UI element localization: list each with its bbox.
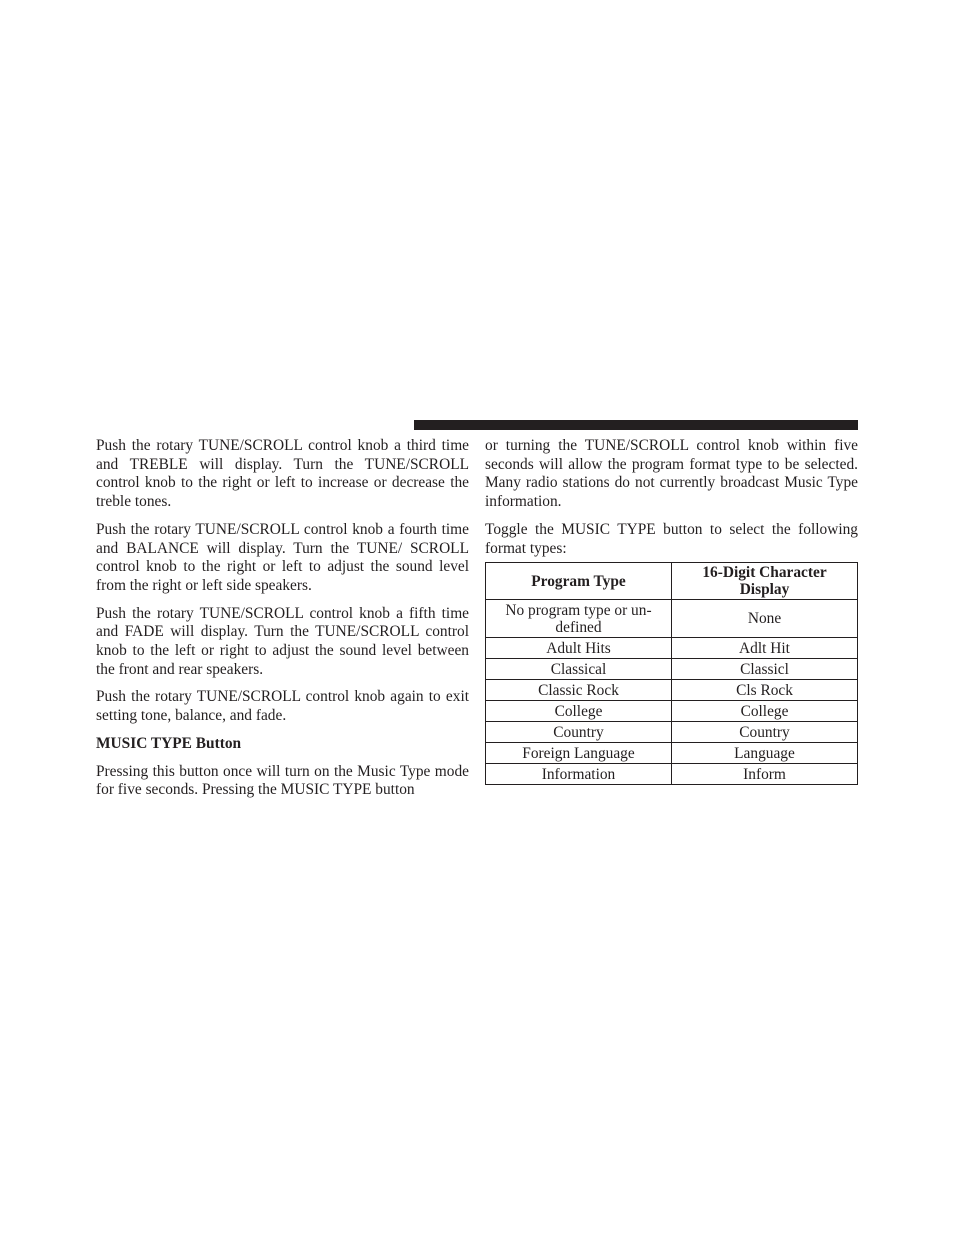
music-type-table <box>485 562 858 785</box>
table-cell-display: Classicl <box>672 659 858 680</box>
paragraph-exit: Push the rotary TUNE/SCROLL control knob again to exit setting tone, balance, and fade. <box>96 688 469 725</box>
table-cell-display: College <box>672 701 858 722</box>
paragraph-toggle: Toggle the MUSIC TYPE button to select the following format types: <box>485 520 858 557</box>
paragraph-continued: or turning the TUNE/SCROLL control knob within five seconds will allow the program format type to be selected. Many radio stations do not currently broadcast Music Type information. <box>485 437 858 511</box>
table-row <box>486 722 858 743</box>
table-cell-program-type: No program type or undefined <box>486 600 672 638</box>
table-cell-program-type: Classical <box>486 659 672 680</box>
table-row <box>486 701 858 722</box>
table-cell-program-type: Foreign Language <box>486 743 672 764</box>
table-row <box>486 764 858 785</box>
right-column <box>485 437 858 785</box>
table-cell-display: None <box>672 600 858 638</box>
section-header-bar <box>414 420 858 430</box>
table-header-display: 16-Digit Character Display <box>672 563 858 600</box>
left-column <box>96 437 469 800</box>
table-row <box>486 743 858 764</box>
table-cell-program-type: Information <box>486 764 672 785</box>
table-row <box>486 659 858 680</box>
table-cell-display: Country <box>672 722 858 743</box>
table-cell-program-type: Classic Rock <box>486 680 672 701</box>
paragraph-balance: Push the rotary TUNE/SCROLL control knob a fourth time and BALANCE will display. Turn the TUNE/ SCROLL control knob to the right or left to adjust the sound level from the right or left side speakers. <box>96 520 469 594</box>
paragraph-treble: Push the rotary TUNE/SCROLL control knob a third time and TREBLE will display. Turn the TUNE/SCROLL control knob to the right or left to increase or decrease the treble tones. <box>96 437 469 511</box>
table-header-program-type: Program Type <box>486 563 672 600</box>
table-cell-display: Inform <box>672 764 858 785</box>
table-row <box>486 638 858 659</box>
table-cell-program-type: Country <box>486 722 672 743</box>
table-cell-program-type: College <box>486 701 672 722</box>
table-cell-display: Cls Rock <box>672 680 858 701</box>
table-row <box>486 600 858 638</box>
table-cell-program-type: Adult Hits <box>486 638 672 659</box>
table-header-row <box>486 563 858 600</box>
table-row <box>486 680 858 701</box>
music-type-heading: MUSIC TYPE Button <box>96 734 242 752</box>
table-cell-display: Language <box>672 743 858 764</box>
paragraph-music-type: Pressing this button once will turn on the Music Type mode for five seconds. Pressing the MUSIC TYPE button <box>96 762 469 799</box>
table-cell-display: Adlt Hit <box>672 638 858 659</box>
paragraph-fade: Push the rotary TUNE/SCROLL control knob a fifth time and FADE will display. Turn the TUNE/SCROLL control knob to the left or right to adjust the sound level between the front and rear speakers. <box>96 604 469 678</box>
